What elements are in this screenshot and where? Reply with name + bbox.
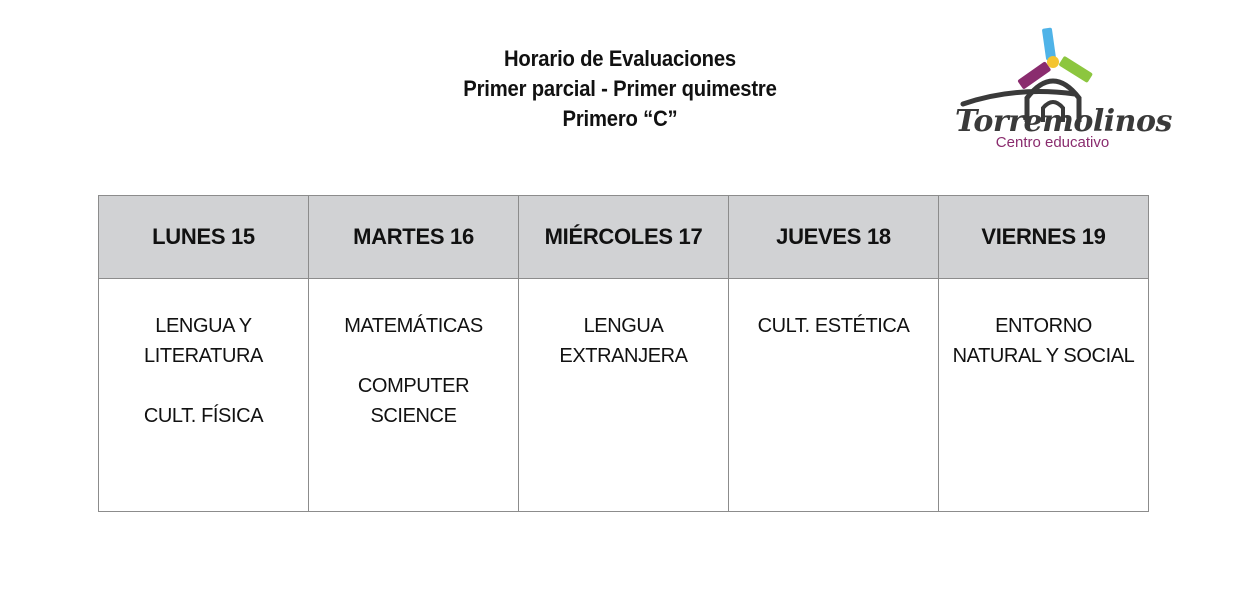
school-logo: [955, 26, 1172, 156]
day-header-tuesday: MARTES 16: [309, 196, 519, 279]
friday-subject-1: ENTORNO NATURAL Y SOCIAL: [952, 315, 1135, 367]
logo-subtitle: Centro educativo: [995, 134, 1110, 151]
exam-schedule-table: [98, 195, 1149, 512]
thursday-cell: [729, 279, 939, 512]
schedule-class: Primero “C”: [562, 106, 678, 131]
wednesday-cell: [519, 279, 729, 512]
friday-cell: [939, 279, 1149, 512]
day-header-thursday: JUEVES 18: [729, 196, 939, 279]
day-header-row: [99, 196, 1149, 279]
monday-subject-1: LENGUA Y LITERATURA: [144, 315, 263, 367]
day-header-wednesday: MIÉRCOLES 17: [519, 196, 729, 279]
monday-subject-2: CULT. FÍSICA: [143, 405, 264, 427]
monday-cell: [99, 279, 309, 512]
wednesday-subject-1: LENGUA EXTRANJERA: [559, 315, 688, 367]
thursday-subject-1: CULT. ESTÉTICA: [757, 315, 910, 337]
tuesday-subject-1: MATEMÁTICAS: [344, 315, 483, 337]
schedule-title: Horario de Evaluaciones: [503, 46, 736, 71]
logo-wordmark: Torremolinos: [955, 104, 1172, 139]
day-header-friday: VIERNES 19: [939, 196, 1149, 279]
tuesday-subject-2: COMPUTER SCIENCE: [357, 375, 470, 427]
schedule-period: Primer parcial - Primer quimestre: [463, 76, 777, 101]
tuesday-cell: [309, 279, 519, 512]
subjects-row: [99, 279, 1149, 512]
day-header-monday: LUNES 15: [99, 196, 309, 279]
